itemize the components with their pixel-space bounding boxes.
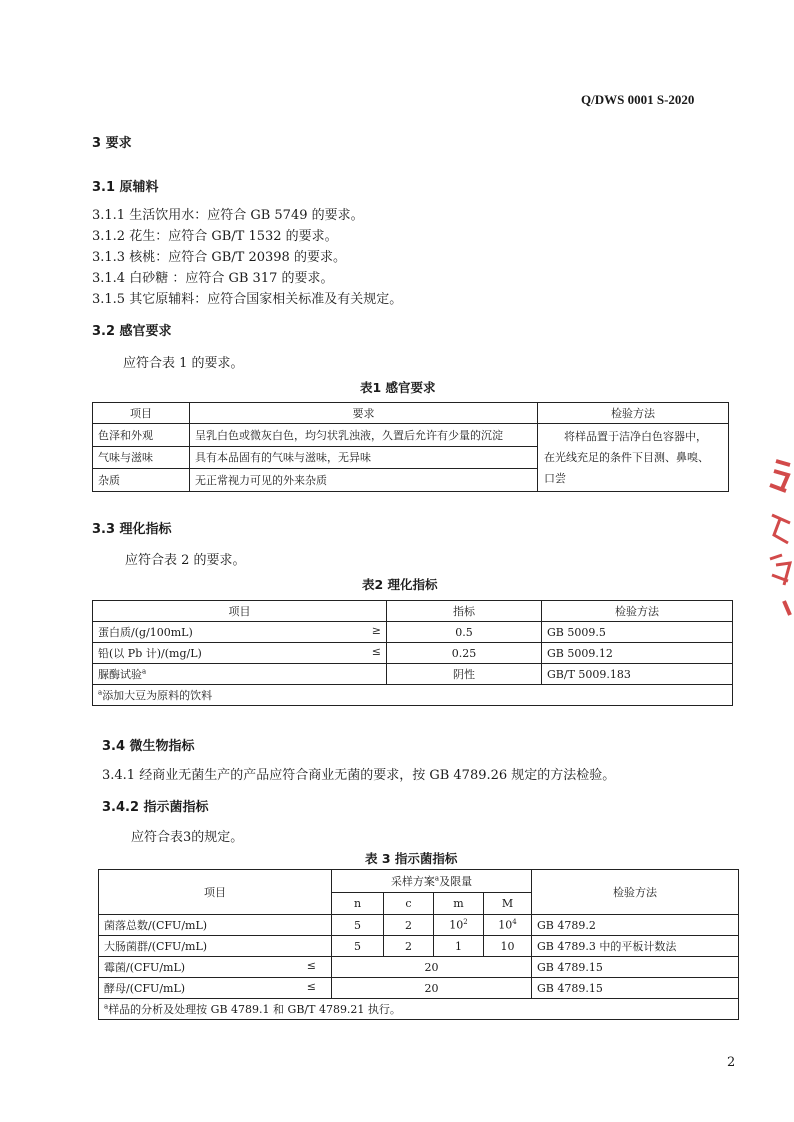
table-3-footnote xyxy=(99,999,739,1020)
table-3-row-c: 2 xyxy=(384,915,434,936)
item-label: 脲酶试验 xyxy=(98,668,142,681)
table-3-row-limit: 20 xyxy=(332,957,532,978)
table-1-method-line: 口尝 xyxy=(544,472,566,485)
table-3-caption: 表 3 指示菌指标 xyxy=(365,851,458,866)
document-id: Q/DWS 0001 S-2020 xyxy=(581,92,695,107)
table-3-row-item: 大肠菌群/(CFU/mL) xyxy=(99,936,332,957)
plan-label: 采样方案 xyxy=(390,874,435,888)
table-2-row-item xyxy=(93,643,387,664)
item-label: 蛋白质/(g/100mL) xyxy=(98,626,193,639)
table-1-row-requirement: 具有本品固有的气味与滋味，无异味 xyxy=(190,446,538,469)
table-1-row-requirement: 无正常视力可见的外来杂质 xyxy=(190,469,538,492)
table-3-header-plan xyxy=(332,870,532,893)
exponent: 4 xyxy=(512,918,517,927)
table-1-method-line: 将样品置于洁净白色容器中， xyxy=(564,430,707,443)
table-2-row-value: 0.5 xyxy=(387,622,542,643)
item-label: 铅(以 Pb 计)/(mg/L) xyxy=(98,647,202,660)
table-3-row-method: GB 4789.15 xyxy=(532,957,739,978)
table-3-row-n: 5 xyxy=(332,936,384,957)
section-3-2-title: 3.2 感官要求 xyxy=(92,324,172,339)
table-3-row-item xyxy=(99,978,332,999)
table-3-row-method: GB 4789.15 xyxy=(532,978,739,999)
table-1-method-cell xyxy=(538,424,729,492)
clause-3-1-1: 3.1.1 生活饮用水：应符合 GB 5749 的要求。 xyxy=(92,208,364,223)
base: 10 xyxy=(449,918,464,932)
table-2-row-item xyxy=(93,622,387,643)
table-3-row-item xyxy=(99,957,332,978)
table-2-row-method: GB 5009.5 xyxy=(542,622,733,643)
footnote-text: 添加大豆为原料的饮料 xyxy=(102,689,213,702)
section-3-3-text: 应符合表 2 的要求。 xyxy=(125,553,246,568)
clause-3-1-3: 3.1.3 核桃：应符合 GB/T 20398 的要求。 xyxy=(92,250,346,265)
red-stamp-fragment xyxy=(760,455,794,620)
footnote-text: 样品的分析及处理按 GB 4789.1 和 GB/T 4789.21 执行。 xyxy=(108,1003,401,1016)
table-1-method-line: 在光线充足的条件下目测、鼻嗅、 xyxy=(544,451,709,464)
table-3-subheader-n: n xyxy=(332,892,384,915)
table-2-row-value: 阴性 xyxy=(387,664,542,685)
comparison-symbol: ≥ xyxy=(371,624,381,637)
table-3 xyxy=(98,869,739,1020)
table-1-row-item: 气味与滋味 xyxy=(93,446,190,469)
base: 10 xyxy=(498,918,513,932)
table-2-header-value: 指标 xyxy=(387,601,542,622)
table-2-row-method: GB/T 5009.183 xyxy=(542,664,733,685)
table-1-caption: 表1 感官要求 xyxy=(360,380,436,395)
table-3-row-item: 菌落总数/(CFU/mL) xyxy=(99,915,332,936)
section-3-1-title: 3.1 原辅料 xyxy=(92,180,159,195)
table-1-header-requirement: 要求 xyxy=(190,403,538,424)
footnote-marker: a xyxy=(98,688,103,697)
table-3-subheader-m: m xyxy=(434,892,484,915)
table-3-row-M xyxy=(484,915,532,936)
table-3-row-method: GB 4789.3 中的平板计数法 xyxy=(532,936,739,957)
table-3-header-method: 检验方法 xyxy=(532,870,739,915)
table-2-row-item xyxy=(93,664,387,685)
table-1-row-item: 色泽和外观 xyxy=(93,424,190,447)
table-3-row-c: 2 xyxy=(384,936,434,957)
section-3-4-title: 3.4 微生物指标 xyxy=(102,739,195,754)
table-3-row-method: GB 4789.2 xyxy=(532,915,739,936)
table-3-row-m: 1 xyxy=(434,936,484,957)
table-3-row-M: 10 xyxy=(484,936,532,957)
table-3-row-limit: 20 xyxy=(332,978,532,999)
table-3-subheader-M: M xyxy=(484,892,532,915)
exponent: 2 xyxy=(463,918,468,927)
table-3-row-n: 5 xyxy=(332,915,384,936)
comparison-symbol: ≤ xyxy=(371,645,381,658)
clause-3-1-4: 3.1.4 白砂糖 ：应符合 GB 317 的要求。 xyxy=(92,271,334,286)
table-2-row-value: 0.25 xyxy=(387,643,542,664)
table-2-row-method: GB 5009.12 xyxy=(542,643,733,664)
table-2-caption: 表2 理化指标 xyxy=(362,577,438,592)
section-3-2-text: 应符合表 1 的要求。 xyxy=(123,356,244,371)
comparison-symbol: ≤ xyxy=(306,980,316,993)
clause-3-1-5: 3.1.5 其它原辅料：应符合国家相关标准及有关规定。 xyxy=(92,292,403,307)
section-3-3-title: 3.3 理化指标 xyxy=(92,522,172,537)
footnote-marker: a xyxy=(434,874,440,883)
table-3-header-item: 项目 xyxy=(99,870,332,915)
table-1-row-requirement: 呈乳白色或微灰白色，均匀状乳浊液，久置后允许有少量的沉淀 xyxy=(190,424,538,447)
footnote-marker: a xyxy=(104,1002,109,1011)
table-2-footnote xyxy=(93,685,733,706)
clause-3-1-2: 3.1.2 花生：应符合 GB/T 1532 的要求。 xyxy=(92,229,338,244)
table-3-row-m xyxy=(434,915,484,936)
item-label: 酵母/(CFU/mL) xyxy=(104,982,186,995)
table-1-row-item: 杂质 xyxy=(93,469,190,492)
table-1-header-method: 检验方法 xyxy=(538,403,729,424)
section-3-title: 3 要求 xyxy=(92,136,132,151)
table-2-header-item: 项目 xyxy=(93,601,387,622)
section-3-4-2-title: 3.4.2 指示菌指标 xyxy=(102,800,209,815)
footnote-marker: a xyxy=(142,667,147,676)
table-2-header-method: 检验方法 xyxy=(542,601,733,622)
table-1-header-item: 项目 xyxy=(93,403,190,424)
table-1 xyxy=(92,402,729,492)
comparison-symbol: ≤ xyxy=(306,959,316,972)
page-number: 2 xyxy=(727,1055,736,1070)
clause-3-4-1: 3.4.1 经商业无菌生产的产品应符合商业无菌的要求，按 GB 4789.26 规定的方法检验。 xyxy=(102,768,616,783)
table-2 xyxy=(92,600,733,706)
table-3-subheader-c: c xyxy=(384,892,434,915)
plan-label-suffix: 及限量 xyxy=(439,874,473,888)
item-label: 霉菌/(CFU/mL) xyxy=(104,961,186,974)
section-3-4-2-text: 应符合表3的规定。 xyxy=(131,830,244,845)
